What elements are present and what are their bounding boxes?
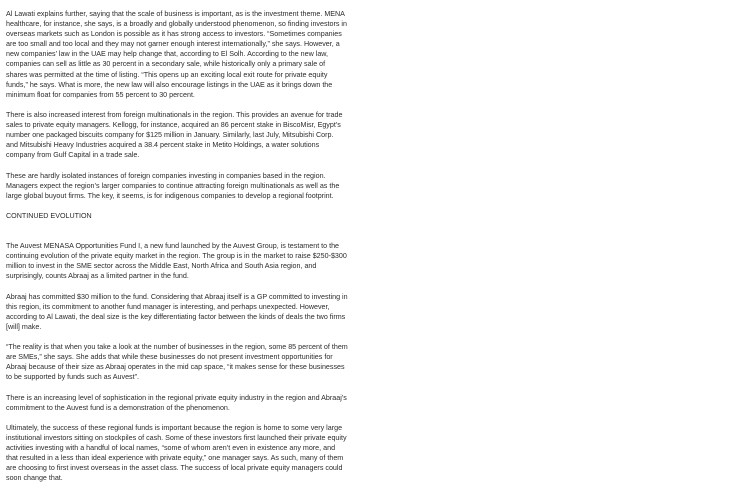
paragraph-regional-funds-success: Ultimately, the success of these regional funds is important because the region is home to some very large institutional investors sitting on stockpiles of cash. Some of these investors first launched their private equity activities investing with a handful of local names, “some of whom aren’t even in existence any more, and that resulted in a less than ideal experience with private equity,” one manager says. As such, many of them are choosing to first invest overseas in the asset class. The success of local private equity managers could soon change that. (6, 423, 347, 483)
paragraph-isolated-instances: These are hardly isolated instances of foreign companies investing in companies based in the region. Managers expect the region’s larger companies to continue attracting foreign multinationals as well as the large global buyout firms. The key, it seems, is for indigenous companies to develop a regional footprint. (6, 171, 340, 200)
paragraph-sophistication: There is an increasing level of sophistication in the regional private equity industry in the region and Abraaj’s commitment to the Auvest fund is a demonstration of the phenomenon. (6, 393, 347, 412)
paragraph-sme-quote: “The reality is that when you take a look at the number of businesses in the region, some 85 percent of them are SMEs,” she says. She adds that while these businesses do not present investment opportunities for Abraaj because of their size as Abraaj operates in the mid cap space, “it makes sense for these businesses to be supported by funds such as Auvest”. (6, 343, 348, 382)
paragraph-auvest-fund: The Auvest MENASA Opportunities Fund I, a new fund launched by the Auvest Group, is testament to the continuing evolution of the private equity market in the region. The group is in the market to raise $250-$300 million to invest in the SME sector across the Middle East, North Africa and South Asia region, and surprisingly, counts Abraaj as a limited partner in the fund. (6, 242, 347, 281)
paragraph-abraaj-commitment: Abraaj has committed $30 million to the fund. Considering that Abraaj itself is a GP committed to investing in this region, its commitment to another fund manager is interesting, and perhaps unexpected. However, according to Al Lawati, the deal size is the key differentiating factor between the kinds of deals the two firms [will] make. (6, 292, 348, 331)
section-heading: CONTINUED EVOLUTION (6, 211, 92, 220)
paragraph-foreign-multinationals: There is also increased interest from foreign multinationals in the region. This provides an avenue for trade sales to private equity managers. Kellogg, for instance, acquired an 86 percent stake in BiscoMisr, Egypt’s number one packaged biscuits company for $125 million in January. Similarly, last July, Mitsubishi Corp. and Mitsubishi Heavy Industries acquired a 38.4 percent stake in Metito Holdings, a water solutions company from Gulf Capital in a trade sale. (6, 110, 343, 160)
article-body (6, 9, 378, 494)
paragraph-scale-of-business: Al Lawati explains further, saying that the scale of business is important, as is the investment theme. MENA healthcare, for instance, she says, is a broadly and globally understood phenomenon, so finding investors in overseas markets such as London is possible as it has strong access to investors. “Sometimes companies are too small and too local and they may not garner enough interest internationally,” she says. However, a new companies’ law in the UAE may help change that, according to El Solh. According to the new law, companies can sell as little as 30 percent in a secondary sale, while historically only a primary sale of shares was permitted at the time of listing. “This opens up an exciting local exit route for private equity funds,” he says. What is more, the new law will also encourage listings in the UAE as it brings down the minimum float for companies from 55 percent to 30 percent. (6, 10, 347, 99)
